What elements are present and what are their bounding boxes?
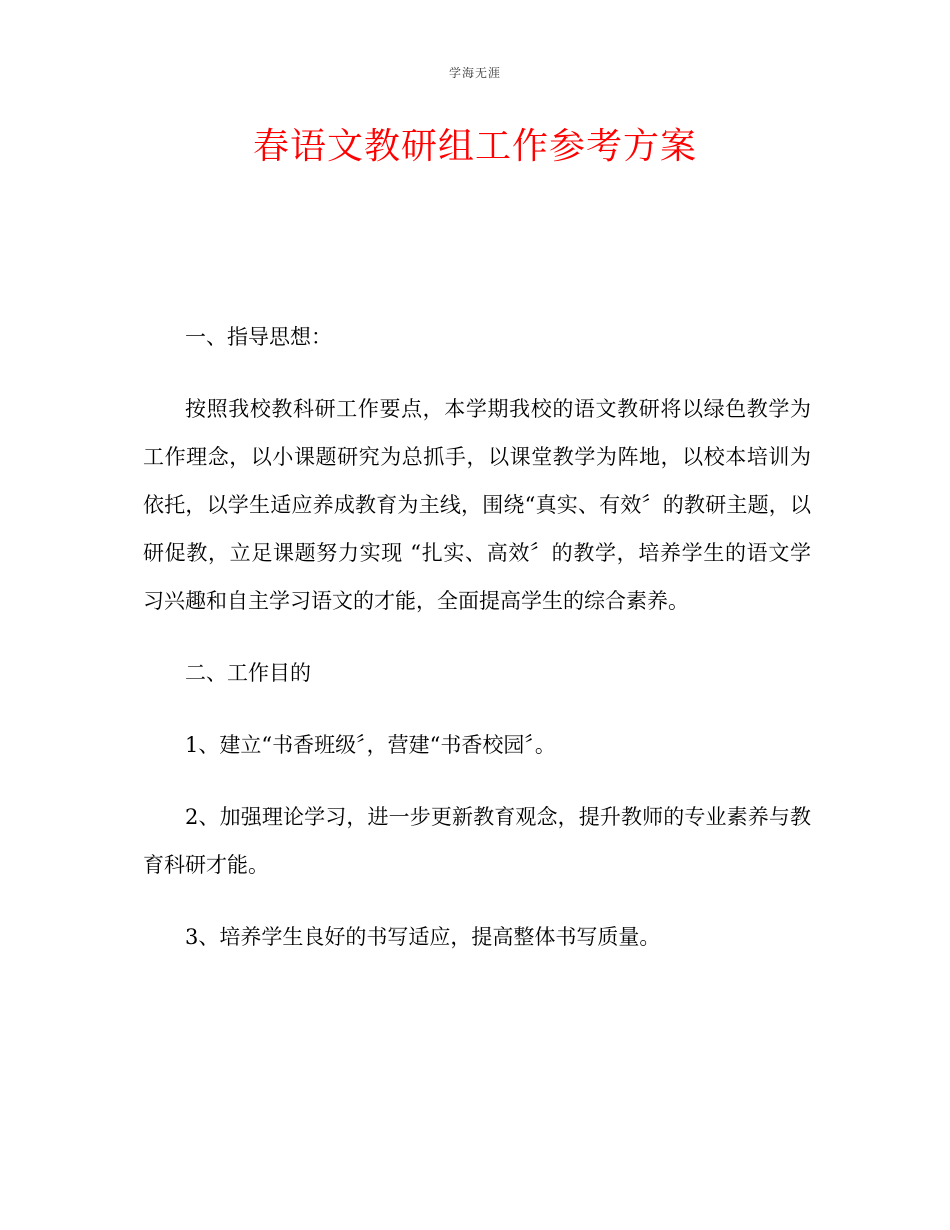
- document-body: [143, 313, 811, 985]
- goal-item-2: 2、加强理论学习，进一步更新教育观念，提升教师的专业素养与教育科研才能。: [143, 805, 811, 877]
- page-header: 学海无涯: [448, 66, 501, 80]
- section-heading-work-goals: 二、工作目的: [185, 661, 311, 685]
- goal-item-1: 1、建立“书香班级〞，营建“书香校园〞。: [185, 733, 556, 757]
- document-title: 春语文教研组工作参考方案: [252, 126, 697, 167]
- goal-item-3: 3、培养学生良好的书写适应，提高整体书写质量。: [185, 925, 661, 949]
- section-heading-guiding-ideology: 一、指导思想：: [185, 325, 332, 349]
- body-paragraph: 按照我校教科研工作要点，本学期我校的语文教研将以绿色教学为工作理念，以小课题研究为总抓手，以课堂教学为阵地，以校本培训为依托，以学生适应养成教育为主线，围绕“真实、有效〞的教研主题，以研促教，立足课题努力实现 “扎实、高效〞的教学，培养学生的语文学习兴趣和自主学习语文的才能，全面提高学生的综合素养。: [143, 397, 811, 613]
